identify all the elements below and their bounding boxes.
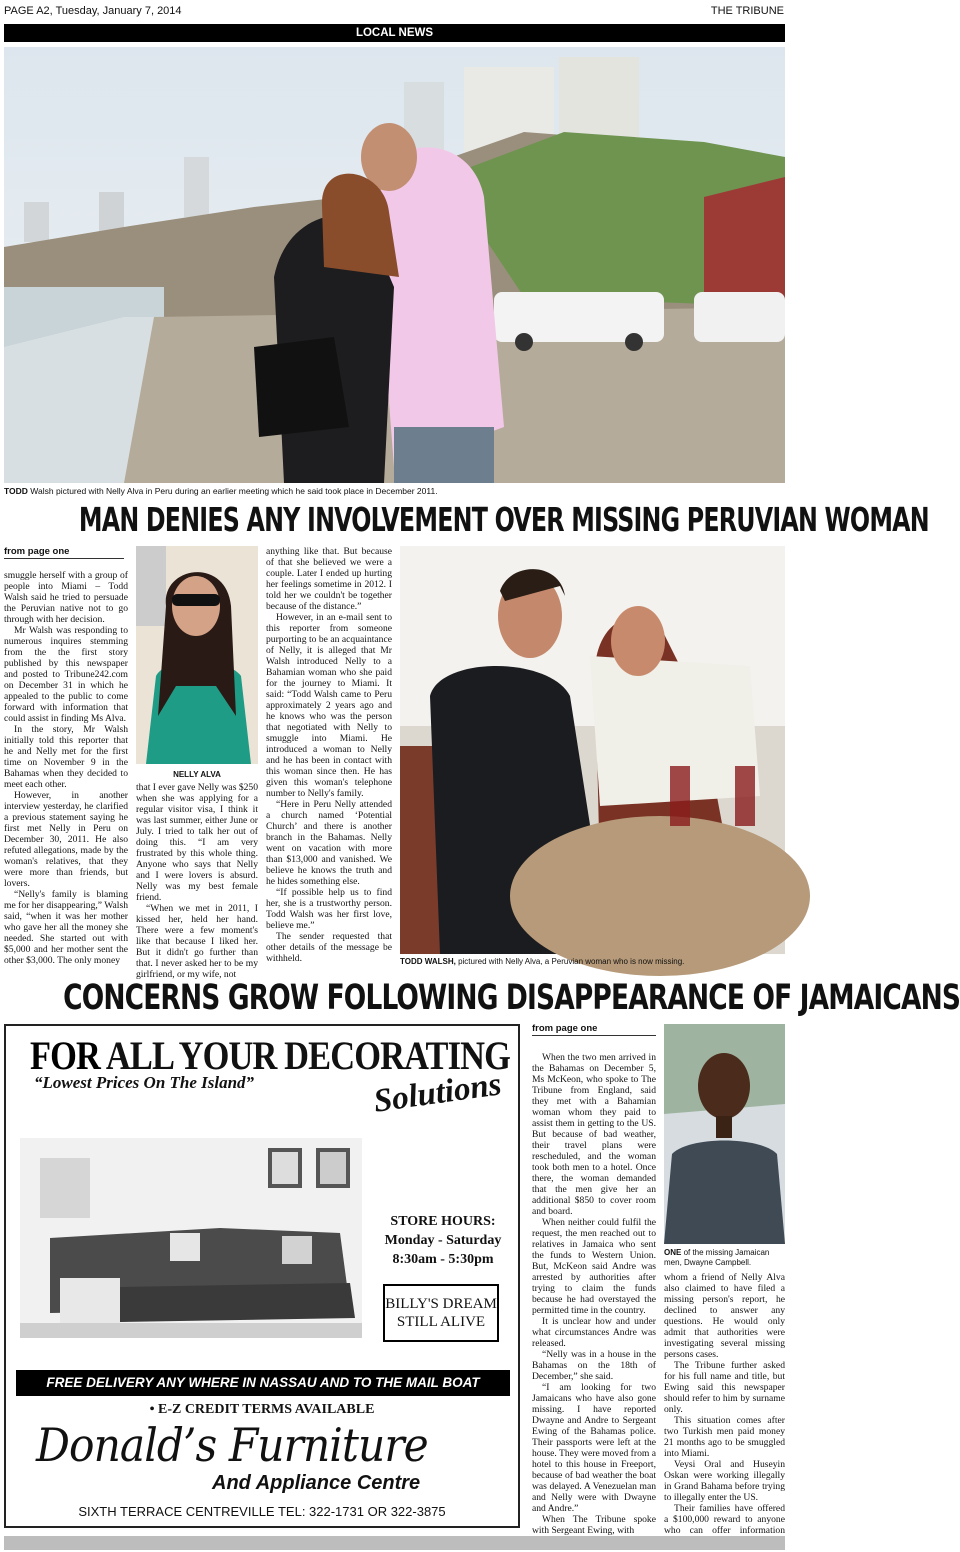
- paragraph: “Nelly's family is blaming me for her disappearing,” Walsh said, “when it was her mother who gave her all the money she needed. She started out with $5,000 and her mother sent the other $3,000. The only money: [4, 889, 128, 966]
- todd-walsh-photo-caption: [400, 957, 785, 967]
- paragraph: that I ever gave Nelly was $250 when she was applying for a regular visitor visa, I think it was last summer, either June or July. I tried to talk her out of doing this. “I am very frustrated by this whole thing. Anyone who says that Nelly and I were lovers is absurd. Nelly was my best female friend.: [136, 782, 259, 903]
- paragraph: The Tribune further asked for his full name and title, but Ewing said this newspaper should refer to him by surname only.: [664, 1360, 785, 1415]
- paragraph: smuggle herself with a group of people into Miami – Todd Walsh said he tried to persuade the Peruvian native not to go through with her decision.: [4, 570, 128, 625]
- nelly-alva-caption: NELLY ALVA: [173, 770, 221, 779]
- story2-headline: CONCERNS GROW FOLLOWING DISAPPEARANCE OF JAMAICANS: [63, 978, 960, 1018]
- todd-walsh-photo: [400, 546, 785, 954]
- badge-line-2: STILL ALIVE: [396, 1314, 486, 1330]
- ad-solutions: Solutions: [371, 1066, 504, 1120]
- badge-line-1: BILLY'S DREAM: [385, 1296, 497, 1312]
- store-address: SIXTH TERRACE CENTREVILLE TEL: 322-1731 OR 322-3875: [78, 1504, 446, 1519]
- paragraph: In the story, Mr Walsh initially told this reporter that he and Nelly met for the first time on November 9 in the Bahamas when they decided to meet each other.: [4, 724, 128, 790]
- paragraph: anything like that. But because of that she believed we were a couple. Later I ended up hurting her feelings sometime in 2012. I told her we couldn't be together because of the distance.”: [266, 546, 392, 612]
- credit-terms: • E-Z CREDIT TERMS AVAILABLE: [149, 1402, 375, 1417]
- store-subtitle: And Appliance Centre: [212, 1472, 421, 1494]
- paragraph: However, in an e-mail sent to this reporter from someone purporting to be an acquaintance of Nelly, it is alleged that Mr Walsh introduced Nelly to a Bahamian woman who she paid for the journey to Miami. It said: “Todd Walsh came to Peru approximately 2 years ago and he knows who was the person that negotiated with Nelly to smuggle into Miami. He introduced a woman to Nelly and he has been in contact with this woman since then. He has given this woman's telephone number to Nelly's family.: [266, 612, 392, 799]
- store-name: Donald’s Furniture: [36, 1418, 428, 1472]
- paragraph: However, in another interview yesterday, he clarified a previous statement saying he first met Nelly in Peru on December 30, 2011. He also refuted allegations, made by the woman's relatives, that they were more than friends, but lovers.: [4, 790, 128, 889]
- story2-kicker: from page one: [532, 1023, 656, 1036]
- paragraph: “If possible help us to find her, she is a trustworthy person. Todd Walsh was her first love, believe me.”: [266, 887, 392, 931]
- footer-bar: [4, 1536, 785, 1550]
- nelly-alva-inset-photo: [136, 546, 258, 764]
- top-photo: [4, 47, 785, 483]
- story1-column-3: [266, 546, 392, 964]
- caption-lead: TODD: [4, 486, 28, 496]
- ad-headline-for: FOR: [30, 1033, 101, 1078]
- paragraph: Veysi Oral and Huseyin Oskan were working illegally in Grand Bahama before trying to illegally enter the US.: [664, 1459, 785, 1503]
- sofa-photo: [20, 1138, 362, 1338]
- hours-days: Monday - Saturday: [384, 1233, 502, 1248]
- story1-kicker: from page one: [4, 546, 124, 559]
- story2-column-1: [532, 1052, 656, 1536]
- store-hours: [368, 1214, 518, 1268]
- paragraph: When the two men arrived in the Bahamas on December 5, Ms McKeon, who spoke to The Tribune from England, said they met with a Bahamian woman whom they paid to assist them in getting to the US. But because of bad weather, their travel plans were rescheduled, and the woman took both men to a hotel. Once there, the woman demanded that the men give her an additional $850 to cover room and board.: [532, 1052, 656, 1217]
- paragraph: When neither could fulfil the request, the men reached out to relatives in Jamaica who sent the funds to Western Union. But, McKeon said Andre was arrested by authorities after trying to claim the funds because he had overstayed the permitted time in the country.: [532, 1217, 656, 1316]
- paragraph: Mr Walsh was responding to numerous inquires stemming from the the first story published by this newspaper and posted to Tribune242.com on December 31 in which he appealed to the public to come forward with information that could assist in finding Ms Alva.: [4, 625, 128, 724]
- caption-text: pictured with Nelly Alva, a Peruvian woman who is now missing.: [455, 957, 685, 966]
- story1-column-2: [136, 782, 258, 980]
- furniture-advertisement: [4, 1024, 520, 1528]
- caption-lead: ONE: [664, 1248, 682, 1257]
- hours-title: STORE HOURS:: [390, 1214, 496, 1229]
- delivery-banner-text: FREE DELIVERY ANY WHERE IN NASSAU AND TO THE MAIL BOAT: [46, 1375, 480, 1390]
- ad-headline: [30, 1032, 510, 1079]
- caption-lead: TODD WALSH,: [400, 957, 456, 966]
- caption-text: of the missing Jamaican men, Dwayne Campbell.: [664, 1248, 770, 1267]
- dwayne-campbell-caption: [664, 1248, 785, 1268]
- ad-headline-rest: ALL YOUR DECORATING: [100, 1033, 511, 1078]
- section-banner: [4, 24, 785, 42]
- paragraph: The sender requested that other details of the message be withheld.: [266, 931, 392, 964]
- top-photo-caption: [4, 486, 785, 496]
- billys-dream-badge: [383, 1284, 499, 1342]
- delivery-banner: [16, 1370, 510, 1396]
- paragraph: “I am looking for two Jamaicans who have also gone missing. I have reported Dwayne and Andre to Sergeant Ewing of the Bahamas police. Their passports were left at the house. They were moved from a hotel to this house in Freeport, because of bad weather the boat was delayed. A Venezuelan man and Nelly were with Dwayne and Andre.”: [532, 1382, 656, 1514]
- page-info: PAGE A2, Tuesday, January 7, 2014: [4, 5, 182, 17]
- dwayne-campbell-photo: [664, 1024, 785, 1244]
- paragraph: “Here in Peru Nelly attended a church named ‘Potential Church’ and there is another branch in the Bahamas. Nelly went on vacation with more than $13,000 and vanished. We believe he knows the truth and he hides something else.: [266, 799, 392, 887]
- paragraph: When The Tribune spoke with Sergeant Ewing, with: [532, 1514, 656, 1536]
- ad-tagline: “Lowest Prices On The Island”: [34, 1073, 255, 1092]
- paragraph: Their families have offered a $100,000 reward to anyone who can offer information: [664, 1503, 785, 1536]
- paragraph: “When we met in 2011, I kissed her, held her hand. There were a few moment's like that because I liked her. But it didn't go further than that. I never asked her to be my girlfriend, or my wife, not: [136, 903, 258, 980]
- paragraph: “Nelly was in a house in the Bahamas on the 18th of December,” she said.: [532, 1349, 656, 1382]
- paragraph: It is unclear how and under what circumstances Andre was released.: [532, 1316, 656, 1349]
- paragraph: This situation comes after two Turkish men paid money 21 months ago to be smuggled into Miami.: [664, 1415, 785, 1459]
- story1-column-1: [4, 570, 128, 966]
- hours-time: 8:30am - 5:30pm: [392, 1252, 494, 1267]
- section-title: LOCAL NEWS: [355, 27, 434, 39]
- story1-headline: MAN DENIES ANY INVOLVEMENT OVER MISSING PERUVIAN WOMAN: [78, 500, 929, 539]
- publication-name: THE TRIBUNE: [710, 5, 784, 17]
- paragraph: whom a friend of Nelly Alva also claimed to have filed a missing person's report, he declined to answer any questions. He would only admit that authorities were investigating several missing persons cases.: [664, 1272, 785, 1360]
- caption-text: Walsh pictured with Nelly Alva in Peru during an earlier meeting which he said took place in December 2011.: [27, 486, 438, 496]
- story2-column-2: [664, 1272, 785, 1547]
